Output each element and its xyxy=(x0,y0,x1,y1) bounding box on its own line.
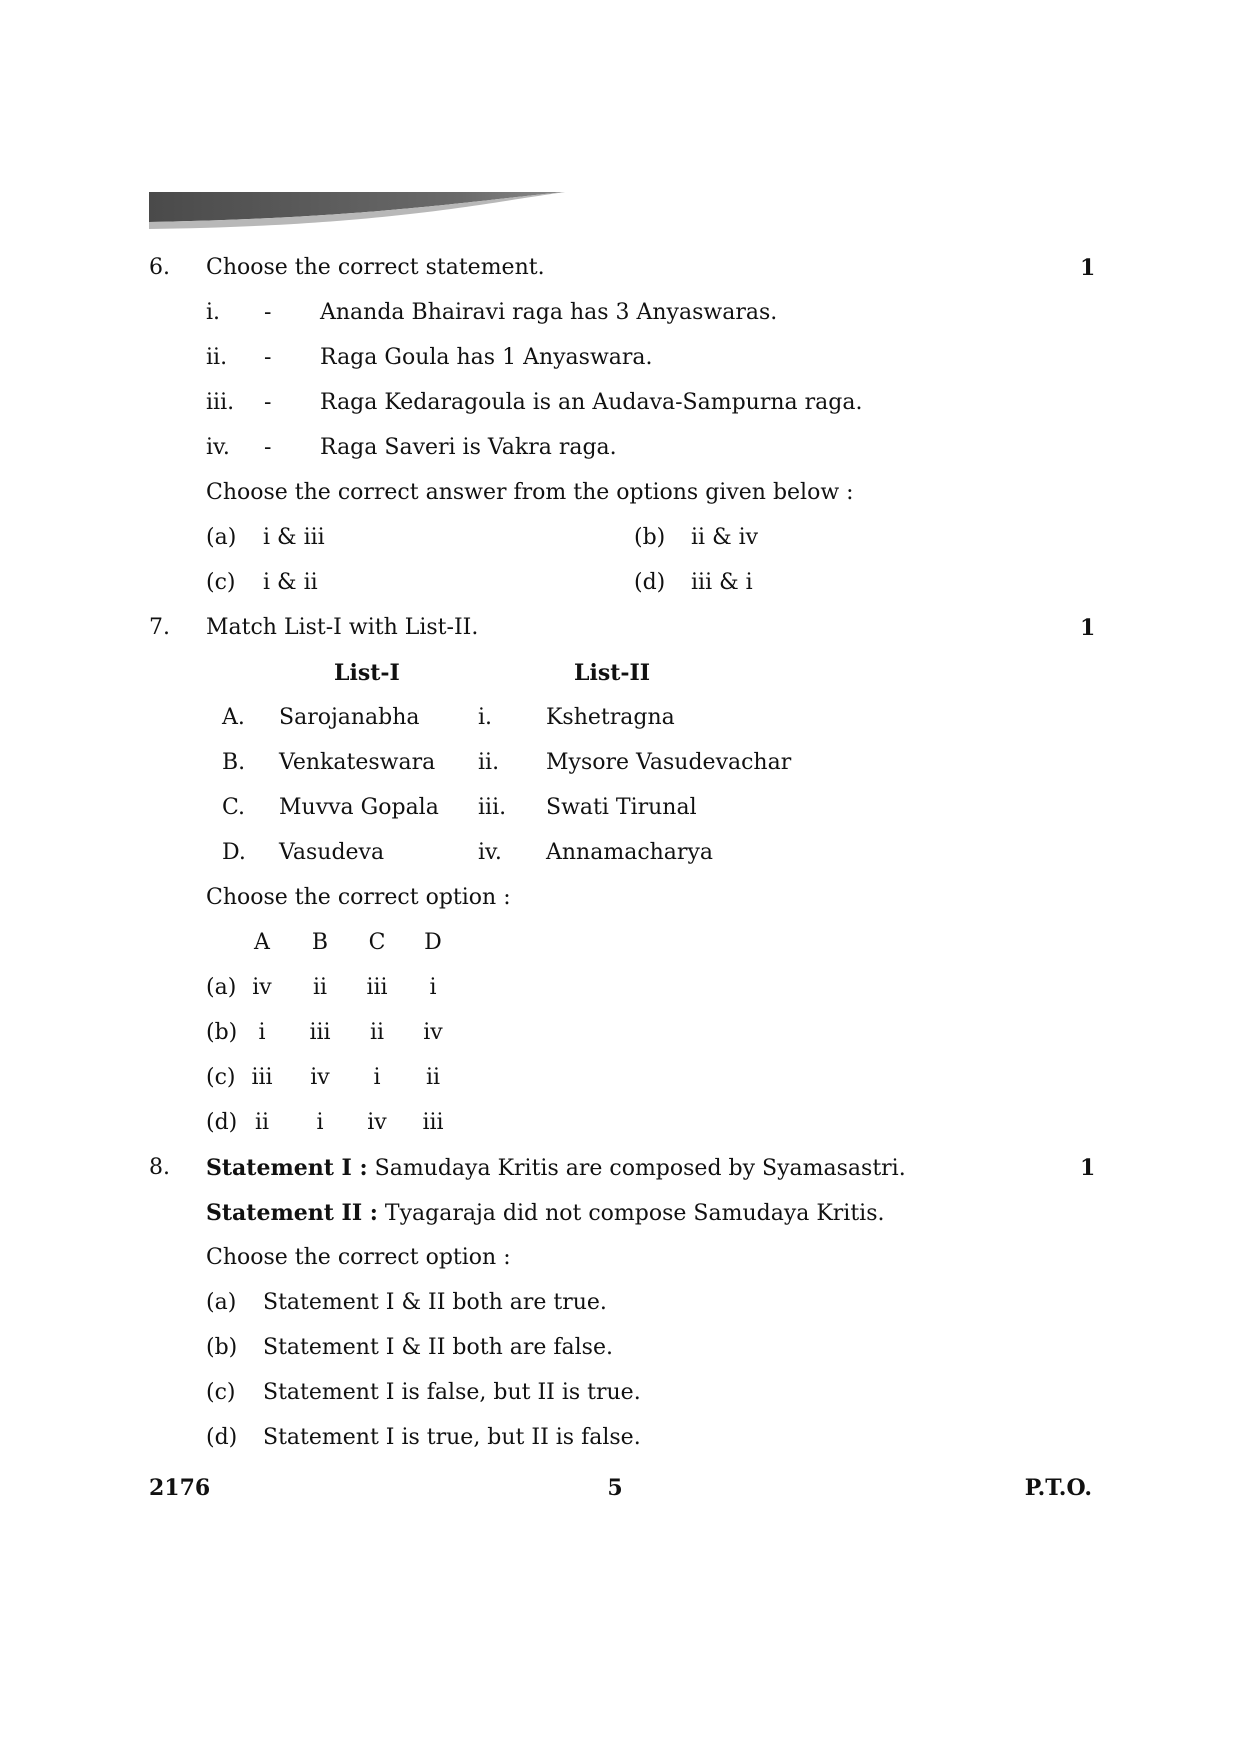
option-cell: iv xyxy=(423,1020,443,1045)
list-2-text: Swati Tirunal xyxy=(546,795,697,820)
option-cell: iii xyxy=(422,1110,444,1135)
statement-2-label: Statement II : xyxy=(206,1200,378,1226)
list-2-text: Kshetragna xyxy=(546,705,675,730)
option-cell: iv xyxy=(367,1110,387,1135)
option-cell: ii xyxy=(425,1065,441,1090)
statement-roman: iv. xyxy=(206,435,230,460)
statement-text: Ananda Bhairavi raga has 3 Anyaswaras. xyxy=(320,300,778,325)
option-cell: i xyxy=(373,1065,381,1090)
statement-roman: i. xyxy=(206,300,221,325)
statement-text: Raga Goula has 1 Anyaswara. xyxy=(320,345,653,370)
option-text: i & ii xyxy=(263,570,318,595)
option-cell: i xyxy=(316,1110,324,1135)
statement-1 xyxy=(206,1153,906,1184)
statement-1-text: Samudaya Kritis are composed by Syamasastri. xyxy=(367,1156,906,1181)
list-1-header: List-I xyxy=(334,660,400,686)
question-marks: 1 xyxy=(1080,255,1096,281)
header-banner-graphic xyxy=(149,190,565,230)
option-text: i & iii xyxy=(263,525,325,550)
option-cell: iii xyxy=(251,1065,273,1090)
paper-code: 2176 xyxy=(149,1475,211,1501)
option-label: (c) xyxy=(206,570,236,595)
statement-dash: - xyxy=(264,345,272,370)
question-number: 7. xyxy=(149,615,170,640)
column-header: A xyxy=(254,930,270,955)
list-2-text: Mysore Vasudevachar xyxy=(546,750,792,775)
question-instruction: Choose the correct answer from the options given below : xyxy=(206,480,854,505)
option-cell: ii xyxy=(312,975,328,1000)
statement-roman: ii. xyxy=(206,345,228,370)
statement-roman: iii. xyxy=(206,390,235,415)
list-1-label: D. xyxy=(222,840,246,865)
list-2-label: iii. xyxy=(478,795,507,820)
option-label: (a) xyxy=(206,1290,237,1315)
option-label: (c) xyxy=(206,1065,236,1090)
list-1-label: C. xyxy=(222,795,246,820)
option-cell: i xyxy=(429,975,437,1000)
pto-label: P.T.O. xyxy=(1024,1475,1092,1501)
option-cell: iii xyxy=(366,975,388,1000)
question-marks: 1 xyxy=(1080,1155,1096,1181)
list-2-header: List-II xyxy=(574,660,651,686)
option-label: (d) xyxy=(206,1110,238,1135)
question-prompt: Match List-I with List-II. xyxy=(206,615,479,640)
list-1-text: Venkateswara xyxy=(279,750,436,775)
option-cell: iv xyxy=(310,1065,330,1090)
list-2-label: i. xyxy=(478,705,493,730)
question-instruction: Choose the correct option : xyxy=(206,1245,511,1270)
statement-1-label: Statement I : xyxy=(206,1155,368,1181)
list-1-text: Muvva Gopala xyxy=(279,795,439,820)
question-marks: 1 xyxy=(1080,615,1096,641)
statement-text: Raga Saveri is Vakra raga. xyxy=(320,435,617,460)
option-text: ii & iv xyxy=(691,525,759,550)
question-prompt: Choose the correct statement. xyxy=(206,255,545,280)
column-header: B xyxy=(311,930,329,955)
option-label: (a) xyxy=(206,525,237,550)
option-cell: iv xyxy=(252,975,272,1000)
option-label: (d) xyxy=(634,570,666,595)
question-instruction: Choose the correct option : xyxy=(206,885,511,910)
option-text: Statement I is true, but II is false. xyxy=(263,1425,641,1450)
option-text: Statement I & II both are false. xyxy=(263,1335,613,1360)
option-cell: i xyxy=(258,1020,266,1045)
option-text: Statement I is false, but II is true. xyxy=(263,1380,641,1405)
statement-2-text: Tyagaraja did not compose Samudaya Kritis. xyxy=(377,1201,885,1226)
option-cell: ii xyxy=(254,1110,270,1135)
list-1-text: Sarojanabha xyxy=(279,705,420,730)
option-cell: iii xyxy=(309,1020,331,1045)
option-label: (b) xyxy=(634,525,666,550)
statement-dash: - xyxy=(264,435,272,460)
option-label: (a) xyxy=(206,975,237,1000)
column-header: D xyxy=(424,930,442,955)
page-number: 5 xyxy=(607,1475,623,1501)
list-2-label: iv. xyxy=(478,840,502,865)
option-label: (c) xyxy=(206,1380,236,1405)
list-1-label: B. xyxy=(222,750,246,775)
statement-dash: - xyxy=(264,300,272,325)
option-label: (d) xyxy=(206,1425,238,1450)
option-label: (b) xyxy=(206,1335,238,1360)
statement-2 xyxy=(206,1198,885,1229)
list-1-label: A. xyxy=(222,705,245,730)
question-number: 6. xyxy=(149,255,170,280)
option-cell: ii xyxy=(369,1020,385,1045)
option-text: Statement I & II both are true. xyxy=(263,1290,607,1315)
option-label: (b) xyxy=(206,1020,238,1045)
option-text: iii & i xyxy=(691,570,753,595)
list-1-text: Vasudeva xyxy=(279,840,385,865)
column-header: C xyxy=(368,930,386,955)
list-2-label: ii. xyxy=(478,750,500,775)
statement-dash: - xyxy=(264,390,272,415)
statement-text: Raga Kedaragoula is an Audava-Sampurna raga. xyxy=(320,390,863,415)
list-2-text: Annamacharya xyxy=(546,840,713,865)
question-number: 8. xyxy=(149,1155,170,1180)
